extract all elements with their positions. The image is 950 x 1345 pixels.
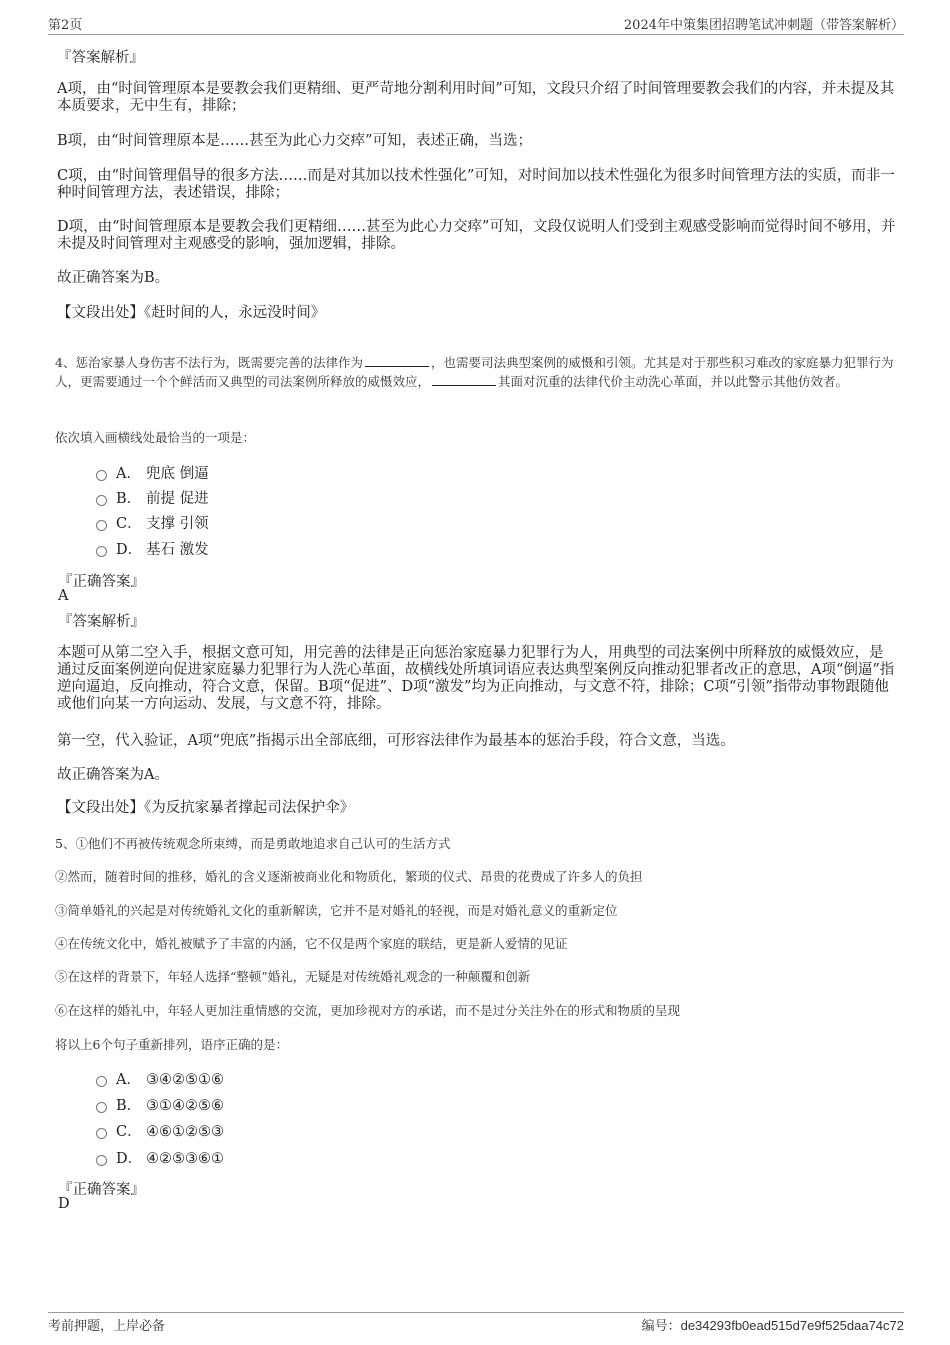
q5-sentence-6: ⑥在这样的婚礼中，年轻人更加注重情感的交流，更加珍视对方的承诺，而不是过分关注外在的形式和物质的呈现: [55, 1003, 681, 1018]
q4-analysis-p1: 本题可从第二空入手，根据文意可知，用完善的法律是正向惩治家庭暴力犯罪行为人，用典型的司法案例中所释放的威慑效应，是通过反面案例逆向促进家庭暴力犯罪行为人洗心革面，故横线处所填词语应表达典型案例反向推动犯罪者改正的意思，A项“倒逼”指逆向逼迫，反向推动，符合文意，保留。B项“促进”、D项“激发”均为正向推动，与文意不符，排除；C项“引领”指带动事物跟随他或他们向某一方向运动、发展，与文意不符，排除。: [57, 645, 895, 712]
radio-icon[interactable]: [96, 495, 107, 506]
radio-icon[interactable]: [96, 470, 107, 481]
q4-blank-2: [432, 373, 496, 386]
q4-stem-part2: ，也需要司法典型案例的威慑和引领。尤其是对于那些积习难改的家庭暴力犯罪行为人，更需要通过一个个鲜活而又典型的司法案例所释放的威慑效应，: [55, 355, 894, 389]
footer-code: [642, 1315, 904, 1334]
q4-analysis-p2: 第一空，代入验证，A项“兜底”指揭示出全部底细，可形容法律作为最基本的惩治手段，符合文意，当选。: [57, 733, 735, 749]
q5-sentence-4: ④在传统文化中，婚礼被赋予了丰富的内涵，它不仅是两个家庭的联结，更是新人爱情的见证: [55, 936, 568, 951]
q5-option-b[interactable]: B． ③①④②⑤⑥: [96, 1097, 224, 1115]
radio-icon[interactable]: [96, 520, 107, 531]
q4-stem: [55, 353, 900, 391]
radio-icon[interactable]: [96, 1128, 107, 1139]
q4-option-b[interactable]: B． 前提 促进: [96, 490, 209, 508]
q3-analysis-c: C项，由“时间管理倡导的很多方法……而是对其加以技术性强化”可知，对时间加以技术性强化为很多时间管理方法的实质，而非一种时间管理方法，表述错误，排除；: [57, 168, 895, 201]
page-header: [48, 14, 904, 35]
q5-sentence-3: ③简单婚礼的兴起是对传统婚礼文化的重新解读，它并不是对婚礼的轻视，而是对婚礼意义的重新定位: [55, 903, 618, 918]
q3-analysis-d: D项，由“时间管理原本是要教会我们更精细……甚至为此心力交瘁”可知，文段仅说明人们受到主观感受影响而觉得时间不够用，并未提及时间管理对主观感受的影响，强加逻辑，排除。: [57, 219, 896, 252]
q3-analysis-a: A项，由“时间管理原本是要教会我们更精细、更严苛地分割利用时间”可知，文段只介绍了时间管理要教会我们的内容，并未提及其本质要求，无中生有，排除；: [57, 81, 895, 114]
q4-stem-part1: 4、惩治家暴人身伤害不法行为，既需要完善的法律作为: [55, 355, 363, 370]
q4-option-c[interactable]: C． 支撑 引领: [96, 515, 209, 533]
q5-sentence-2: ②然而，随着时间的推移，婚礼的含义逐渐被商业化和物质化，繁琐的仪式、昂贵的花费成了许多人的负担: [55, 869, 643, 884]
footer-code-value: de34293fb0ead515d7e9f525daa74c72: [680, 1318, 904, 1333]
q4-correct-title: 『正确答案』: [58, 574, 145, 590]
radio-icon[interactable]: [96, 1155, 107, 1166]
q3-conclusion: 故正确答案为B。: [57, 270, 170, 286]
q5-option-d[interactable]: D． ④②⑤③⑥①: [96, 1150, 224, 1168]
q3-analysis-b: B项，由“时间管理原本是……甚至为此心力交瘁”可知，表述正确，当选；: [57, 133, 532, 149]
q4-conclusion: 故正确答案为A。: [57, 767, 169, 783]
q4-correct-answer: A: [58, 588, 69, 604]
q4-analysis-title: 『答案解析』: [58, 614, 145, 630]
q5-option-c[interactable]: C． ④⑥①②⑤③: [96, 1123, 224, 1141]
q3-source: 【文段出处】《赶时间的人，永远没时间》: [57, 305, 326, 321]
radio-icon[interactable]: [96, 1102, 107, 1113]
page-number: 第2页: [48, 18, 83, 33]
q4-option-a[interactable]: A． 兜底 倒逼: [96, 465, 209, 483]
radio-icon[interactable]: [96, 546, 107, 557]
q4-option-d[interactable]: D． 基石 激发: [96, 541, 209, 559]
q5-sentence-1: 5、①他们不再被传统观念所束缚，而是勇敢地追求自己认可的生活方式: [55, 836, 451, 851]
q5-correct-title: 『正确答案』: [58, 1182, 145, 1198]
radio-icon[interactable]: [96, 1076, 107, 1087]
q4-blank-1: [365, 354, 429, 367]
q4-prompt: 依次填入画横线处最恰当的一项是：: [55, 430, 256, 445]
q4-stem-part3: 其面对沉重的法律代价主动洗心革面，并以此警示其他仿效者。: [498, 374, 849, 389]
footer-code-label: 编号：: [641, 1319, 681, 1334]
q4-source: 【文段出处】《为反抗家暴者撑起司法保护伞》: [57, 800, 355, 816]
q5-sentence-5: ⑤在这样的背景下，年轻人选择“整顿”婚礼，无疑是对传统婚礼观念的一种颠覆和创新: [55, 969, 531, 984]
footer-slogan: 考前押题，上岸必备: [48, 1319, 166, 1334]
q5-option-a[interactable]: A． ③④②⑤①⑥: [96, 1071, 224, 1089]
q5-prompt: 将以上6个句子重新排列，语序正确的是：: [55, 1037, 288, 1052]
document-title: 2024年中策集团招聘笔试冲刺题（带答案解析）: [623, 18, 904, 33]
q5-correct-answer: D: [58, 1196, 70, 1212]
q3-analysis-title: 『答案解析』: [57, 50, 144, 66]
page-footer: [48, 1312, 904, 1335]
